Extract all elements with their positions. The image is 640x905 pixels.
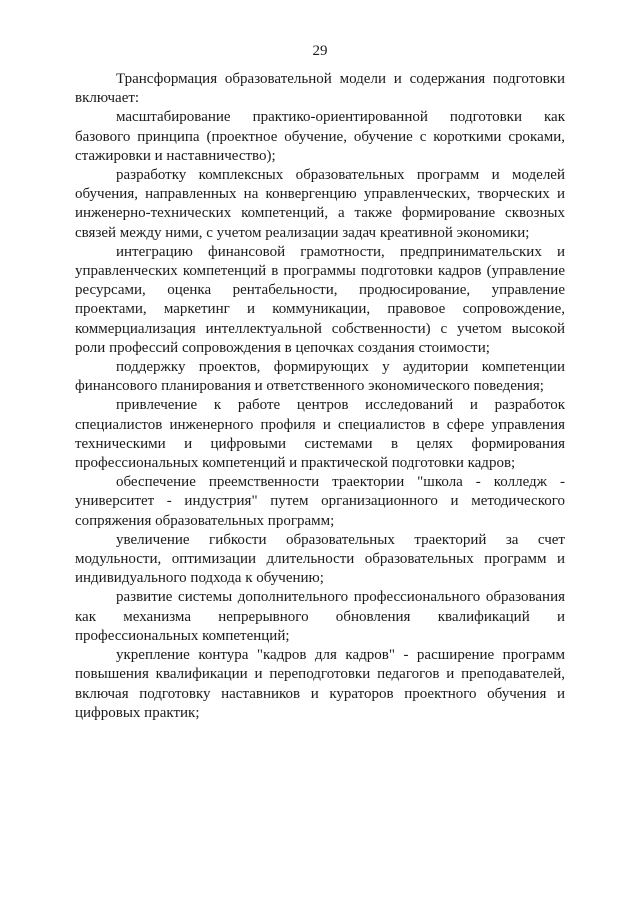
paragraph-item: обеспечение преемственности траектории "школа - колледж - университет - индустрия" путем организационного и методического сопряжения образовательных программ; (75, 474, 565, 529)
document-body (75, 70, 565, 723)
paragraph-item: поддержку проектов, формирующих у аудитории компетенции финансового планирования и ответственного экономического поведения; (75, 359, 565, 395)
paragraph-item: привлечение к работе центров исследований и разработок специалистов инженерного профиля и специалистов в сфере управления техническими и цифровыми системами в целях формирования профессиональных компетенций и практической подготовки кадров; (75, 397, 565, 472)
paragraph-item: разработку комплексных образовательных программ и моделей обучения, направленных на конвергенцию управленческих, творческих и инженерно-технических компетенций, а также формирование сквозных связей между ними, с учетом реализации задач креативной экономики; (75, 167, 565, 241)
paragraph-item: интеграцию финансовой грамотности, предпринимательских и управленческих компетенций в программы подготовки кадров (управление ресурсами, оценка рентабельности, продюсирование, управление проектами, маркетинг и коммуникации, правовое сопровождение, коммерциализация интеллектуальной собственности) с учетом высокой роли профессий сопровождения в цепочках создания стоимости; (75, 243, 565, 356)
paragraph-item: развитие системы дополнительного профессионального образования как механизма непрерывного обновления квалификаций и профессиональных компетенций; (75, 589, 565, 644)
paragraph-intro: Трансформация образовательной модели и содержания подготовки включает: (75, 71, 565, 107)
paragraph-item: увеличение гибкости образовательных траекторий за счет модульности, оптимизации длительности образовательных программ и индивидуального подхода к обучению; (75, 531, 565, 587)
paragraph-item: масштабирование практико-ориентированной подготовки как базового принципа (проектное обучение, обучение с короткими сроками, стажировки и наставничество); (75, 109, 565, 164)
page-number: 29 (312, 43, 328, 59)
paragraph-item: укрепление контура "кадров для кадров" - расширение программ повышения квалификации и переподготовки педагогов и преподавателей, включая подготовку наставников и кураторов проектного обучения и цифровых практик; (75, 647, 565, 721)
